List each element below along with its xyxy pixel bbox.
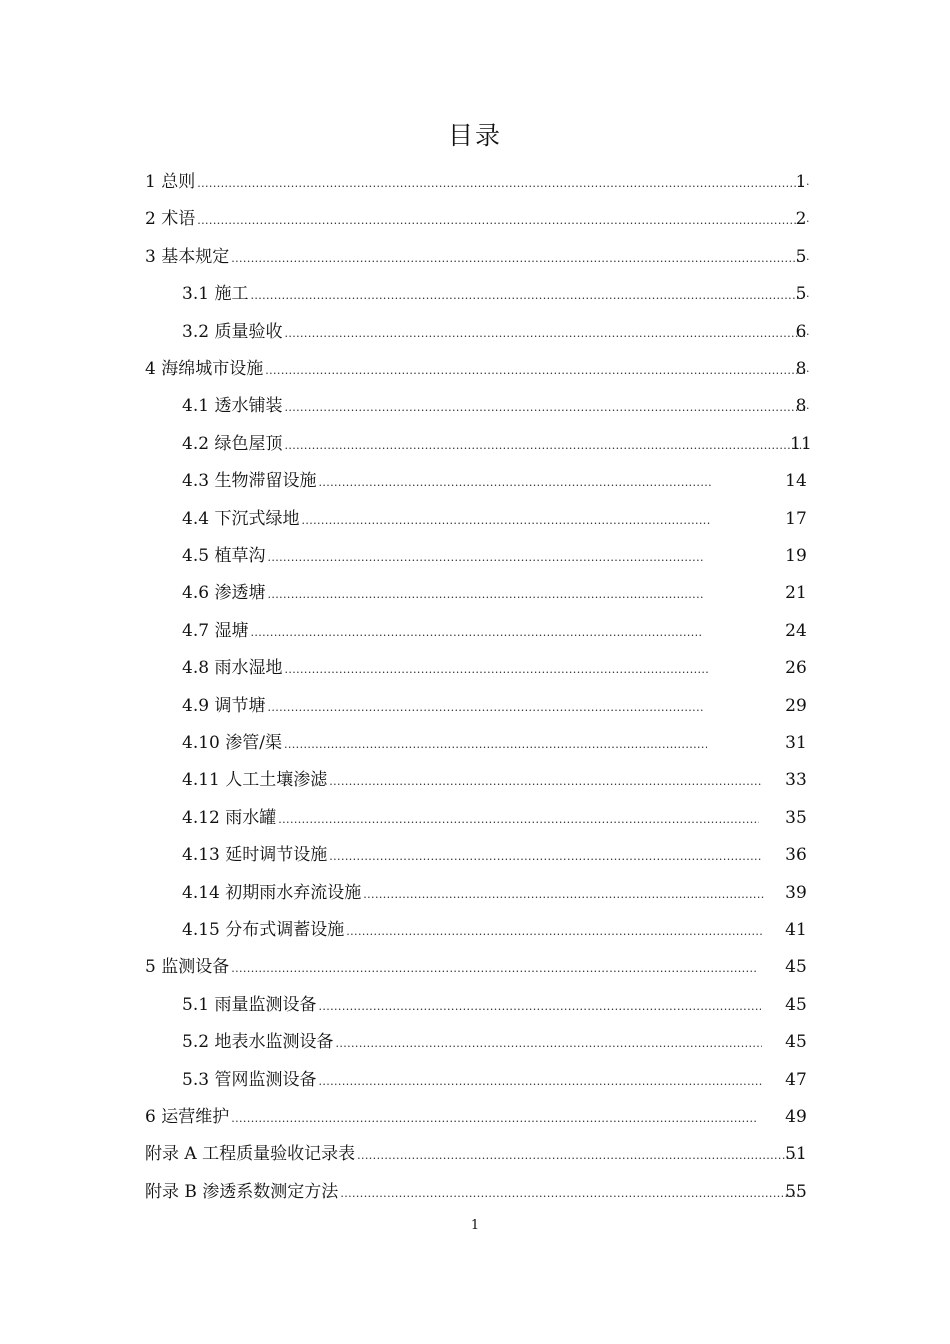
toc-entry-page: 49 [785,1107,807,1127]
toc-entry[interactable] [182,731,707,755]
toc-entry-label: 4.11 人工土壤渗滤 [182,770,328,790]
toc-leader-dots [278,808,759,832]
toc-tail-dots: . [806,399,810,412]
toc-entry-label: 1 总则 [145,172,196,192]
toc-entry[interactable] [182,656,708,680]
toc-leader-dots [284,434,805,458]
toc-leader-dots [267,546,704,570]
toc-entry-page: 5 [795,284,807,304]
toc-entry[interactable] [145,1142,805,1166]
toc-entry-label: 附录 B 渗透系数测定方法 [145,1182,339,1202]
toc-entry-page: 31 [785,733,807,753]
toc-entry-label: 5.2 地表水监测设备 [182,1032,334,1052]
toc-entry-page: 17 [785,509,807,529]
toc-entry-label: 2 术语 [145,209,196,229]
toc-leader-dots [284,733,707,757]
toc-entry-page: 26 [785,658,807,678]
toc-entry[interactable] [145,1180,805,1204]
toc-entry-page: 2 [795,209,807,229]
toc-leader-dots [284,322,805,346]
toc-leader-dots [231,1107,757,1131]
toc-entry-label: 4.13 延时调节设施 [182,845,328,865]
toc-entry[interactable] [182,993,761,1017]
toc-entry-label: 附录 A 工程质量验收记录表 [145,1144,356,1164]
toc-entry[interactable] [182,507,710,531]
toc-entry-page: 1 [795,172,807,192]
toc-leader-dots [329,845,762,869]
toc-leader-dots [284,658,708,682]
toc-entry-label: 4.3 生物滞留设施 [182,471,317,491]
toc-entry-page: 11 [790,434,812,454]
toc-leader-dots [318,995,761,1019]
toc-leader-dots [267,696,705,720]
toc-entry[interactable] [182,432,805,456]
page-number: 1 [470,1218,480,1233]
toc-leader-dots [329,770,761,794]
toc-entry-label: 4.4 下沉式绿地 [182,509,300,529]
toc-entry-page: 24 [785,621,807,641]
toc-entry-page: 45 [785,957,807,977]
toc-leader-dots [265,359,805,383]
toc-entry-label: 3 基本规定 [145,247,230,267]
toc-leader-dots [250,284,805,308]
toc-entry-page: 29 [785,696,807,716]
toc-entry-page: 8 [795,396,807,416]
toc-entry-label: 4 海绵城市设施 [145,359,264,379]
toc-leader-dots [231,247,805,271]
toc-leader-dots [346,920,763,944]
toc-entry[interactable] [145,357,805,381]
toc-entry-label: 4.10 渗管/渠 [182,733,282,753]
toc-entry-page: 39 [785,883,807,903]
toc-entry[interactable] [145,1105,757,1129]
toc-entry[interactable] [182,469,713,493]
toc-entry-label: 4.7 湿塘 [182,621,249,641]
toc-leader-dots [340,1182,805,1206]
toc-leader-dots [318,1070,762,1094]
toc-entry-page: 55 [785,1182,807,1202]
toc-entry[interactable] [182,806,759,830]
toc-entry[interactable] [182,544,704,568]
toc-entry-label: 4.5 植草沟 [182,546,266,566]
toc-entry-label: 4.2 绿色屋顶 [182,434,283,454]
toc-entry[interactable] [182,619,702,643]
toc-leader-dots [197,172,805,196]
toc-entry-page: 45 [785,1032,807,1052]
page-title: 目录 [447,121,502,150]
toc-entry[interactable] [145,170,805,194]
toc-entry[interactable] [145,955,757,979]
toc-entry[interactable] [182,881,764,905]
toc-leader-dots [357,1144,805,1168]
toc-entry-page: 5 [795,247,807,267]
toc-tail-dots: . [806,287,810,300]
toc-entry[interactable] [182,320,805,344]
toc-entry-label: 5 监测设备 [145,957,230,977]
toc-tail-dots: . [806,325,810,338]
toc-leader-dots [250,621,702,645]
toc-entry-page: 36 [785,845,807,865]
toc-entry-page: 45 [785,995,807,1015]
toc-entry-label: 5.1 雨量监测设备 [182,995,317,1015]
toc-entry-page: 41 [785,920,807,940]
toc-entry-label: 4.8 雨水湿地 [182,658,283,678]
toc-entry-page: 8 [795,359,807,379]
toc-entry-page: 21 [785,583,807,603]
toc-entry[interactable] [182,694,705,718]
toc-leader-dots [284,396,805,420]
toc-entry-page: 35 [785,808,807,828]
toc-entry-label: 4.6 渗透塘 [182,583,266,603]
toc-entry-label: 3.1 施工 [182,284,249,304]
toc-entry-label: 4.14 初期雨水弃流设施 [182,883,362,903]
toc-entry[interactable] [182,581,705,605]
toc-entry-label: 3.2 质量验收 [182,322,283,342]
toc-entry-label: 6 运营维护 [145,1107,230,1127]
toc-entry[interactable] [182,282,805,306]
toc-entry-page: 51 [785,1144,807,1164]
toc-entry-page: 33 [785,770,807,790]
toc-entry-label: 4.1 透水铺装 [182,396,283,416]
toc-entry[interactable] [182,843,762,867]
toc-tail-dots: . [806,250,810,263]
toc-entry-page: 6 [795,322,807,342]
toc-entry-label: 4.12 雨水罐 [182,808,277,828]
toc-entry-page: 47 [785,1070,807,1090]
toc-tail-dots: . [806,362,810,375]
toc-entry[interactable] [145,207,805,231]
toc-leader-dots [197,209,805,233]
toc-leader-dots [267,583,705,607]
toc-entry[interactable] [145,245,805,269]
toc-leader-dots [301,509,710,533]
toc-entry-page: 19 [785,546,807,566]
toc-entry-label: 4.15 分布式调蓄设施 [182,920,345,940]
toc-entry-label: 4.9 调节塘 [182,696,266,716]
toc-leader-dots [231,957,757,981]
toc-leader-dots [335,1032,762,1056]
toc-entry-page: 14 [785,471,807,491]
toc-entry[interactable] [182,394,805,418]
toc-tail-dots: . [806,175,810,188]
toc-leader-dots [363,883,764,907]
toc-entry-label: 5.3 管网监测设备 [182,1070,317,1090]
toc-entry[interactable] [182,918,763,942]
toc-leader-dots [318,471,713,495]
toc-entry[interactable] [182,1030,762,1054]
toc-tail-dots: . [806,212,810,225]
toc-entry[interactable] [182,768,761,792]
toc-entry[interactable] [182,1068,762,1092]
